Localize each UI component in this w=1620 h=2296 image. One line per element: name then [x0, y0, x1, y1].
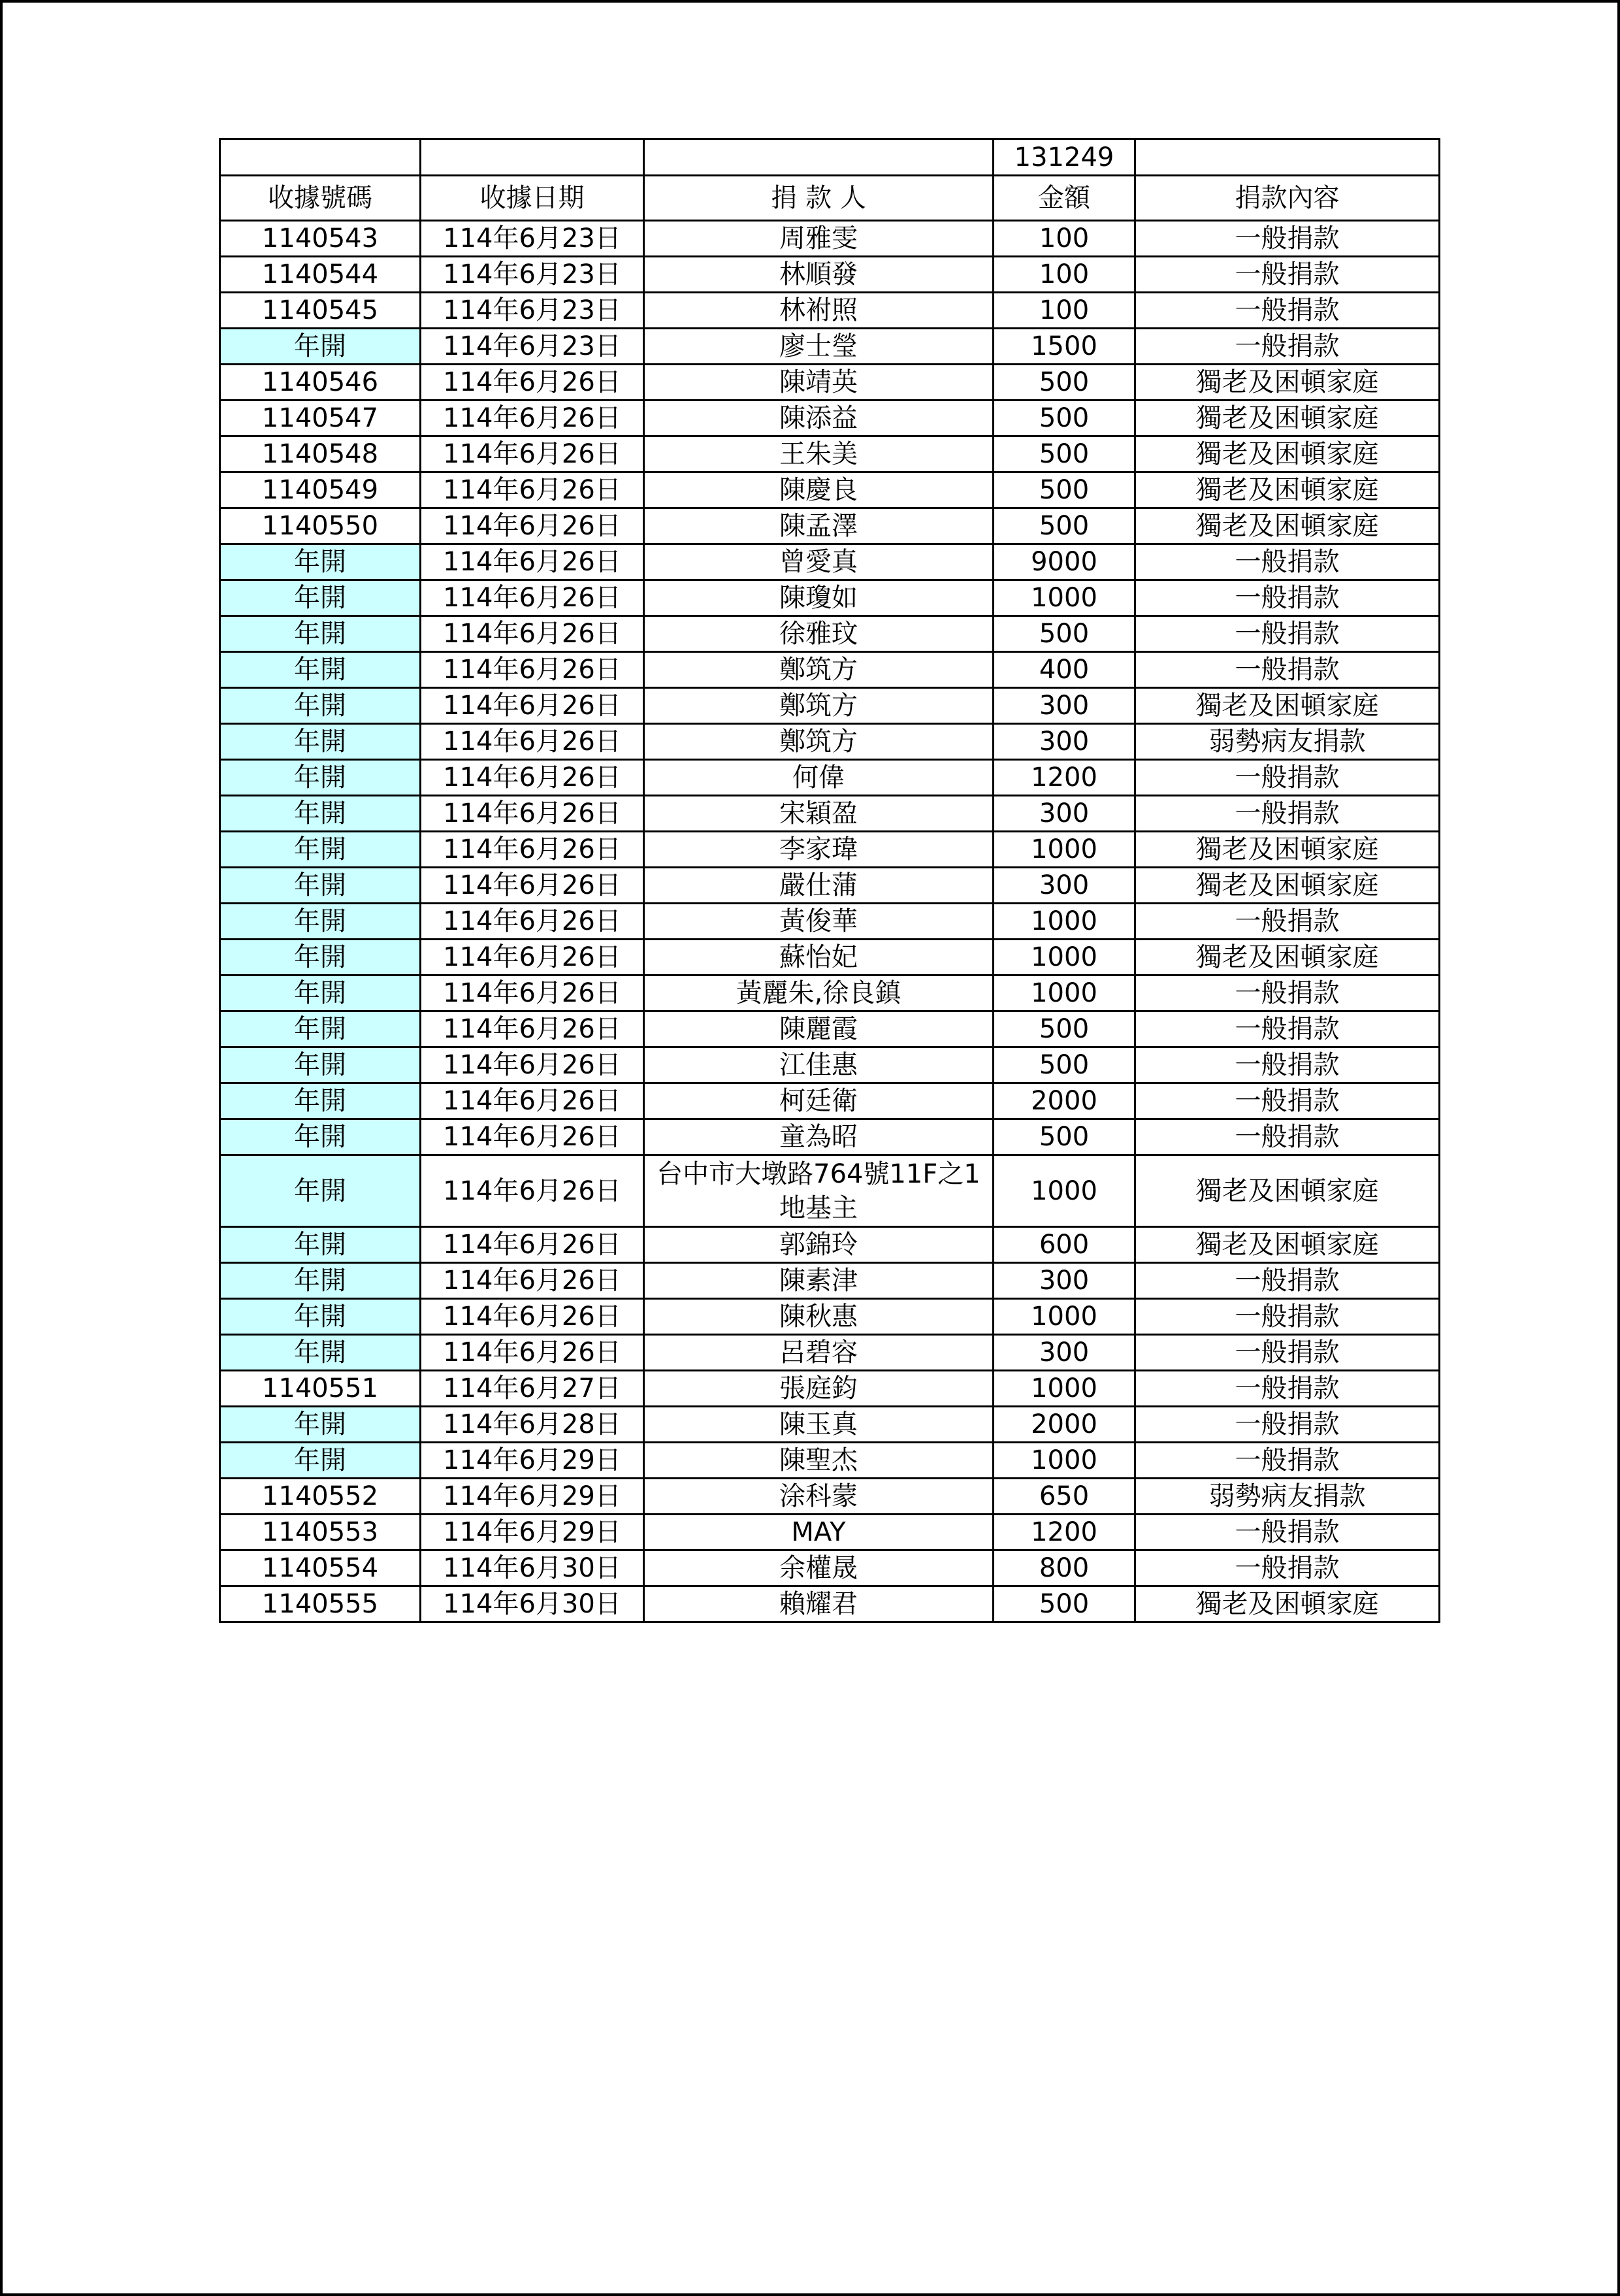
donor-cell: 陳孟澤 [644, 508, 994, 544]
table-row [220, 1443, 1440, 1479]
amount-cell: 300 [994, 1335, 1135, 1371]
donor-cell: 廖士瑩 [644, 329, 994, 365]
donor-cell: 郭錦玲 [644, 1227, 994, 1263]
donor-cell: 張庭鈞 [644, 1371, 994, 1407]
donor-cell: 陳玉真 [644, 1407, 994, 1443]
receipt-date-cell: 114年6月23日 [421, 329, 644, 365]
table-row [220, 1299, 1440, 1335]
purpose-cell: 一般捐款 [1135, 1047, 1440, 1083]
receipt-no-cell: 1140553 [220, 1515, 421, 1550]
table-row [220, 832, 1440, 868]
receipt-no-cell: 年開 [220, 544, 421, 580]
receipt-date-cell: 114年6月26日 [421, 796, 644, 832]
purpose-cell: 一般捐款 [1135, 976, 1440, 1011]
amount-cell: 1000 [994, 940, 1135, 976]
amount-cell: 500 [994, 1011, 1135, 1047]
receipt-date-cell: 114年6月26日 [421, 724, 644, 760]
donor-cell: 陳秋惠 [644, 1299, 994, 1335]
total-row-empty-cell [421, 139, 644, 176]
amount-cell: 1200 [994, 1515, 1135, 1550]
receipt-date-cell: 114年6月26日 [421, 616, 644, 652]
purpose-cell: 一般捐款 [1135, 1299, 1440, 1335]
receipt-no-cell: 年開 [220, 1047, 421, 1083]
purpose-cell: 獨老及困頓家庭 [1135, 472, 1440, 508]
purpose-cell: 一般捐款 [1135, 1119, 1440, 1155]
receipt-date-cell: 114年6月29日 [421, 1443, 644, 1479]
table-row [220, 436, 1440, 472]
amount-cell: 1000 [994, 976, 1135, 1011]
amount-cell: 2000 [994, 1083, 1135, 1119]
receipt-no-cell: 年開 [220, 832, 421, 868]
receipt-date-cell: 114年6月26日 [421, 401, 644, 436]
table-row [220, 1371, 1440, 1407]
receipt-no-cell: 1140548 [220, 436, 421, 472]
table-row [220, 1335, 1440, 1371]
table-row [220, 293, 1440, 329]
donor-cell: 宋穎盈 [644, 796, 994, 832]
receipt-date-cell: 114年6月26日 [421, 508, 644, 544]
table-row [220, 1119, 1440, 1155]
header-donor: 捐 款 人 [644, 176, 994, 221]
purpose-cell: 一般捐款 [1135, 221, 1440, 257]
receipt-date-cell: 114年6月26日 [421, 1335, 644, 1371]
donor-cell: MAY [644, 1515, 994, 1550]
receipt-date-cell: 114年6月26日 [421, 472, 644, 508]
amount-cell: 500 [994, 508, 1135, 544]
receipt-no-cell: 年開 [220, 1119, 421, 1155]
total-row-empty-cell [1135, 139, 1440, 176]
donation-table [219, 138, 1440, 1623]
receipt-date-cell: 114年6月26日 [421, 760, 644, 796]
amount-cell: 500 [994, 436, 1135, 472]
purpose-cell: 獨老及困頓家庭 [1135, 436, 1440, 472]
amount-cell: 100 [994, 257, 1135, 293]
amount-cell: 1500 [994, 329, 1135, 365]
donor-cell: 陳靖英 [644, 365, 994, 401]
donor-cell: 李家瑋 [644, 832, 994, 868]
table-row [220, 1407, 1440, 1443]
receipt-no-cell: 年開 [220, 1227, 421, 1263]
purpose-cell: 獨老及困頓家庭 [1135, 1227, 1440, 1263]
receipt-date-cell: 114年6月29日 [421, 1479, 644, 1515]
amount-cell: 500 [994, 1047, 1135, 1083]
table-row [220, 904, 1440, 940]
purpose-cell: 獨老及困頓家庭 [1135, 1586, 1440, 1622]
header-purpose: 捐款內容 [1135, 176, 1440, 221]
receipt-date-cell: 114年6月26日 [421, 1263, 644, 1299]
amount-cell: 500 [994, 1586, 1135, 1622]
receipt-date-cell: 114年6月26日 [421, 1227, 644, 1263]
purpose-cell: 一般捐款 [1135, 1011, 1440, 1047]
donor-cell: 陳添益 [644, 401, 994, 436]
table-row [220, 257, 1440, 293]
receipt-date-cell: 114年6月23日 [421, 257, 644, 293]
receipt-date-cell: 114年6月26日 [421, 868, 644, 904]
purpose-cell: 一般捐款 [1135, 1407, 1440, 1443]
amount-cell: 9000 [994, 544, 1135, 580]
receipt-no-cell: 1140555 [220, 1586, 421, 1622]
table-row [220, 365, 1440, 401]
purpose-cell: 獨老及困頓家庭 [1135, 688, 1440, 724]
purpose-cell: 一般捐款 [1135, 257, 1440, 293]
receipt-date-cell: 114年6月27日 [421, 1371, 644, 1407]
donor-cell: 柯廷衛 [644, 1083, 994, 1119]
amount-cell: 400 [994, 652, 1135, 688]
donor-cell: 余權晟 [644, 1550, 994, 1586]
header-row [220, 176, 1440, 221]
amount-cell: 300 [994, 1263, 1135, 1299]
donor-cell: 林順發 [644, 257, 994, 293]
table-row [220, 401, 1440, 436]
table-row [220, 1515, 1440, 1550]
receipt-no-cell: 1140543 [220, 221, 421, 257]
receipt-date-cell: 114年6月28日 [421, 1407, 644, 1443]
purpose-cell: 一般捐款 [1135, 580, 1440, 616]
donor-cell: 何偉 [644, 760, 994, 796]
receipt-date-cell: 114年6月26日 [421, 904, 644, 940]
purpose-cell: 一般捐款 [1135, 760, 1440, 796]
receipt-date-cell: 114年6月26日 [421, 1083, 644, 1119]
donor-cell: 鄭筑方 [644, 652, 994, 688]
receipt-no-cell: 年開 [220, 1299, 421, 1335]
table-row [220, 544, 1440, 580]
donor-cell: 陳聖杰 [644, 1443, 994, 1479]
amount-cell: 2000 [994, 1407, 1135, 1443]
receipt-no-cell: 年開 [220, 329, 421, 365]
table-row [220, 976, 1440, 1011]
amount-cell: 100 [994, 221, 1135, 257]
table-row [220, 1155, 1440, 1227]
receipt-no-cell: 年開 [220, 1443, 421, 1479]
donor-cell: 黃麗朱,徐良鎮 [644, 976, 994, 1011]
donor-cell: 王朱美 [644, 436, 994, 472]
table-row [220, 1550, 1440, 1586]
receipt-no-cell: 年開 [220, 1083, 421, 1119]
purpose-cell: 獨老及困頓家庭 [1135, 1155, 1440, 1227]
receipt-date-cell: 114年6月26日 [421, 436, 644, 472]
donor-cell: 嚴仕蒲 [644, 868, 994, 904]
receipt-no-cell: 年開 [220, 652, 421, 688]
receipt-date-cell: 114年6月26日 [421, 580, 644, 616]
donor-cell: 徐雅玟 [644, 616, 994, 652]
purpose-cell: 一般捐款 [1135, 293, 1440, 329]
amount-cell: 1000 [994, 904, 1135, 940]
receipt-no-cell: 1140551 [220, 1371, 421, 1407]
purpose-cell: 一般捐款 [1135, 1083, 1440, 1119]
table-row [220, 616, 1440, 652]
amount-cell: 600 [994, 1227, 1135, 1263]
table-row [220, 508, 1440, 544]
purpose-cell: 一般捐款 [1135, 1335, 1440, 1371]
table-row [220, 329, 1440, 365]
amount-cell: 650 [994, 1479, 1135, 1515]
table-row [220, 472, 1440, 508]
amount-cell: 1000 [994, 1371, 1135, 1407]
purpose-cell: 一般捐款 [1135, 904, 1440, 940]
purpose-cell: 一般捐款 [1135, 1263, 1440, 1299]
receipt-date-cell: 114年6月26日 [421, 652, 644, 688]
amount-cell: 100 [994, 293, 1135, 329]
receipt-date-cell: 114年6月30日 [421, 1550, 644, 1586]
receipt-no-cell: 1140546 [220, 365, 421, 401]
table-row [220, 1586, 1440, 1622]
table-row [220, 1047, 1440, 1083]
table-row [220, 796, 1440, 832]
purpose-cell: 一般捐款 [1135, 1515, 1440, 1550]
donor-cell: 呂碧容 [644, 1335, 994, 1371]
total-row-empty-cell [644, 139, 994, 176]
purpose-cell: 一般捐款 [1135, 616, 1440, 652]
receipt-no-cell: 年開 [220, 580, 421, 616]
donor-cell: 陳慶良 [644, 472, 994, 508]
table-row [220, 1011, 1440, 1047]
amount-cell: 1000 [994, 1443, 1135, 1479]
total-row [220, 139, 1440, 176]
receipt-no-cell: 年開 [220, 976, 421, 1011]
purpose-cell: 一般捐款 [1135, 544, 1440, 580]
receipt-date-cell: 114年6月26日 [421, 1011, 644, 1047]
receipt-date-cell: 114年6月26日 [421, 1119, 644, 1155]
receipt-no-cell: 1140545 [220, 293, 421, 329]
table-row [220, 1083, 1440, 1119]
amount-cell: 1200 [994, 760, 1135, 796]
donor-cell: 黃俊華 [644, 904, 994, 940]
receipt-no-cell: 年開 [220, 724, 421, 760]
receipt-date-cell: 114年6月26日 [421, 544, 644, 580]
receipt-no-cell: 年開 [220, 688, 421, 724]
header-receipt-no: 收據號碼 [220, 176, 421, 221]
amount-cell: 500 [994, 616, 1135, 652]
donor-cell: 陳素津 [644, 1263, 994, 1299]
donor-cell: 蘇怡妃 [644, 940, 994, 976]
receipt-no-cell: 年開 [220, 1011, 421, 1047]
purpose-cell: 一般捐款 [1135, 796, 1440, 832]
donor-cell: 涂科蒙 [644, 1479, 994, 1515]
purpose-cell: 一般捐款 [1135, 329, 1440, 365]
receipt-date-cell: 114年6月29日 [421, 1515, 644, 1550]
donor-cell: 江佳惠 [644, 1047, 994, 1083]
donor-cell: 賴耀君 [644, 1586, 994, 1622]
table-row [220, 688, 1440, 724]
receipt-date-cell: 114年6月26日 [421, 1155, 644, 1227]
amount-cell: 500 [994, 401, 1135, 436]
receipt-date-cell: 114年6月26日 [421, 976, 644, 1011]
purpose-cell: 獨老及困頓家庭 [1135, 940, 1440, 976]
receipt-no-cell: 1140544 [220, 257, 421, 293]
table-row [220, 868, 1440, 904]
amount-cell: 500 [994, 365, 1135, 401]
total-amount: 131249 [994, 139, 1135, 176]
amount-cell: 1000 [994, 1155, 1135, 1227]
receipt-no-cell: 年開 [220, 616, 421, 652]
receipt-date-cell: 114年6月23日 [421, 221, 644, 257]
donor-cell: 童為昭 [644, 1119, 994, 1155]
amount-cell: 500 [994, 1119, 1135, 1155]
purpose-cell: 一般捐款 [1135, 1371, 1440, 1407]
purpose-cell: 弱勢病友捐款 [1135, 1479, 1440, 1515]
purpose-cell: 獨老及困頓家庭 [1135, 868, 1440, 904]
header-receipt-date: 收據日期 [421, 176, 644, 221]
amount-cell: 1000 [994, 1299, 1135, 1335]
amount-cell: 500 [994, 472, 1135, 508]
table-row [220, 1263, 1440, 1299]
receipt-no-cell: 年開 [220, 1335, 421, 1371]
donor-cell: 周雅雯 [644, 221, 994, 257]
receipt-no-cell: 年開 [220, 940, 421, 976]
table-row [220, 652, 1440, 688]
donor-cell: 陳瓊如 [644, 580, 994, 616]
receipt-no-cell: 年開 [220, 796, 421, 832]
donor-cell: 鄭筑方 [644, 688, 994, 724]
purpose-cell: 弱勢病友捐款 [1135, 724, 1440, 760]
table-row [220, 1479, 1440, 1515]
receipt-date-cell: 114年6月26日 [421, 1047, 644, 1083]
receipt-no-cell: 1140552 [220, 1479, 421, 1515]
donor-cell: 鄭筑方 [644, 724, 994, 760]
table-row [220, 1227, 1440, 1263]
receipt-no-cell: 年開 [220, 760, 421, 796]
receipt-date-cell: 114年6月26日 [421, 832, 644, 868]
receipt-date-cell: 114年6月26日 [421, 940, 644, 976]
receipt-date-cell: 114年6月23日 [421, 293, 644, 329]
table-row [220, 940, 1440, 976]
receipt-no-cell: 1140554 [220, 1550, 421, 1586]
donor-cell: 陳麗霞 [644, 1011, 994, 1047]
amount-cell: 300 [994, 724, 1135, 760]
purpose-cell: 一般捐款 [1135, 1443, 1440, 1479]
receipt-no-cell: 年開 [220, 868, 421, 904]
table-row [220, 580, 1440, 616]
total-row-empty-cell [220, 139, 421, 176]
amount-cell: 800 [994, 1550, 1135, 1586]
amount-cell: 300 [994, 688, 1135, 724]
receipt-no-cell: 1140547 [220, 401, 421, 436]
receipt-no-cell: 1140549 [220, 472, 421, 508]
receipt-no-cell: 年開 [220, 904, 421, 940]
table-row [220, 760, 1440, 796]
donor-cell: 台中市大墩路764號11F之1 地基主 [644, 1155, 994, 1227]
receipt-no-cell: 年開 [220, 1407, 421, 1443]
receipt-no-cell: 1140550 [220, 508, 421, 544]
receipt-no-cell: 年開 [220, 1155, 421, 1227]
purpose-cell: 一般捐款 [1135, 1550, 1440, 1586]
header-amount: 金額 [994, 176, 1135, 221]
receipt-no-cell: 年開 [220, 1263, 421, 1299]
purpose-cell: 一般捐款 [1135, 652, 1440, 688]
purpose-cell: 獨老及困頓家庭 [1135, 401, 1440, 436]
purpose-cell: 獨老及困頓家庭 [1135, 832, 1440, 868]
receipt-date-cell: 114年6月26日 [421, 365, 644, 401]
donor-cell: 曾愛真 [644, 544, 994, 580]
receipt-date-cell: 114年6月26日 [421, 1299, 644, 1335]
table-row [220, 724, 1440, 760]
amount-cell: 1000 [994, 832, 1135, 868]
table-row [220, 221, 1440, 257]
donor-cell: 林袝照 [644, 293, 994, 329]
amount-cell: 1000 [994, 580, 1135, 616]
receipt-date-cell: 114年6月30日 [421, 1586, 644, 1622]
amount-cell: 300 [994, 868, 1135, 904]
receipt-date-cell: 114年6月26日 [421, 688, 644, 724]
amount-cell: 300 [994, 796, 1135, 832]
purpose-cell: 獨老及困頓家庭 [1135, 508, 1440, 544]
purpose-cell: 獨老及困頓家庭 [1135, 365, 1440, 401]
